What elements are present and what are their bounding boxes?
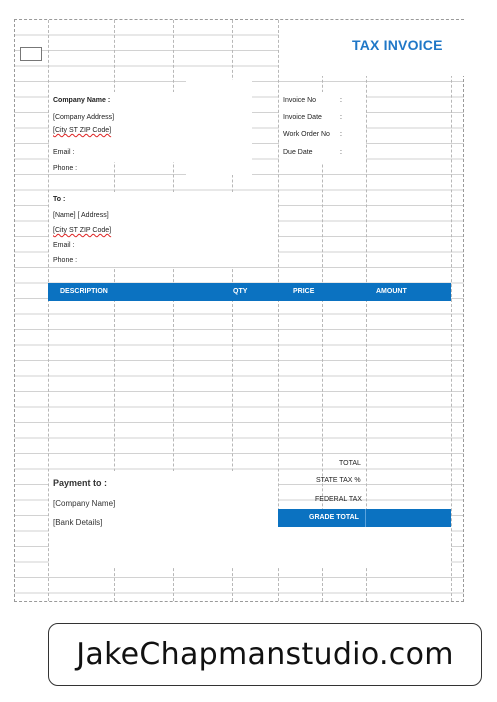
notes-area — [49, 528, 451, 568]
work-order-label: Work Order No — [283, 131, 330, 138]
company-city: [City ST ZIP Code] — [53, 127, 112, 134]
invoice-date-label: Invoice Date — [283, 114, 322, 121]
col-price: PRICE — [293, 288, 315, 295]
to-city: [City ST ZIP Code] — [53, 227, 112, 234]
invoice-no-label: Invoice No — [283, 97, 317, 104]
company-email: Email : — [53, 149, 75, 156]
invoice-no-colon: : — [340, 97, 342, 104]
grade-total-row — [278, 509, 451, 527]
to-label: To : — [53, 196, 66, 203]
col-qty: QTY — [233, 288, 248, 295]
company-phone: Phone : — [53, 165, 78, 172]
payment-company: [Company Name] — [53, 499, 116, 508]
invoice-sheet — [14, 19, 464, 602]
watermark-banner — [48, 623, 482, 686]
grade-total-label: GRADE TOTAL — [309, 514, 359, 521]
col-description: DESCRIPTION — [60, 288, 108, 295]
payment-heading: Payment to : — [53, 478, 108, 488]
col-amount: AMOUNT — [376, 288, 407, 295]
total-label: TOTAL — [339, 460, 361, 467]
company-name-label: Company Name : — [53, 97, 111, 104]
federal-tax-label: FEDERAL TAX — [315, 496, 362, 503]
logo-placeholder — [186, 80, 252, 175]
to-name: [Name] [ Address] — [53, 212, 109, 219]
to-phone: Phone : — [53, 257, 78, 264]
grid-line — [451, 20, 452, 601]
watermark-text: JakeChapmanstudio.com — [76, 637, 454, 672]
invoice-date-colon: : — [340, 114, 342, 121]
items-table-header — [48, 283, 451, 301]
to-email: Email : — [53, 242, 75, 249]
select-box — [20, 47, 42, 61]
payment-bank: [Bank Details] — [53, 518, 103, 527]
due-date-colon: : — [340, 149, 342, 156]
work-order-colon: : — [340, 131, 342, 138]
state-tax-label: STATE TAX % — [316, 477, 361, 484]
invoice-title: TAX INVOICE — [352, 37, 443, 53]
grade-divider — [365, 509, 366, 527]
due-date-label: Due Date — [283, 149, 313, 156]
company-address: [Company Address] — [53, 114, 115, 121]
